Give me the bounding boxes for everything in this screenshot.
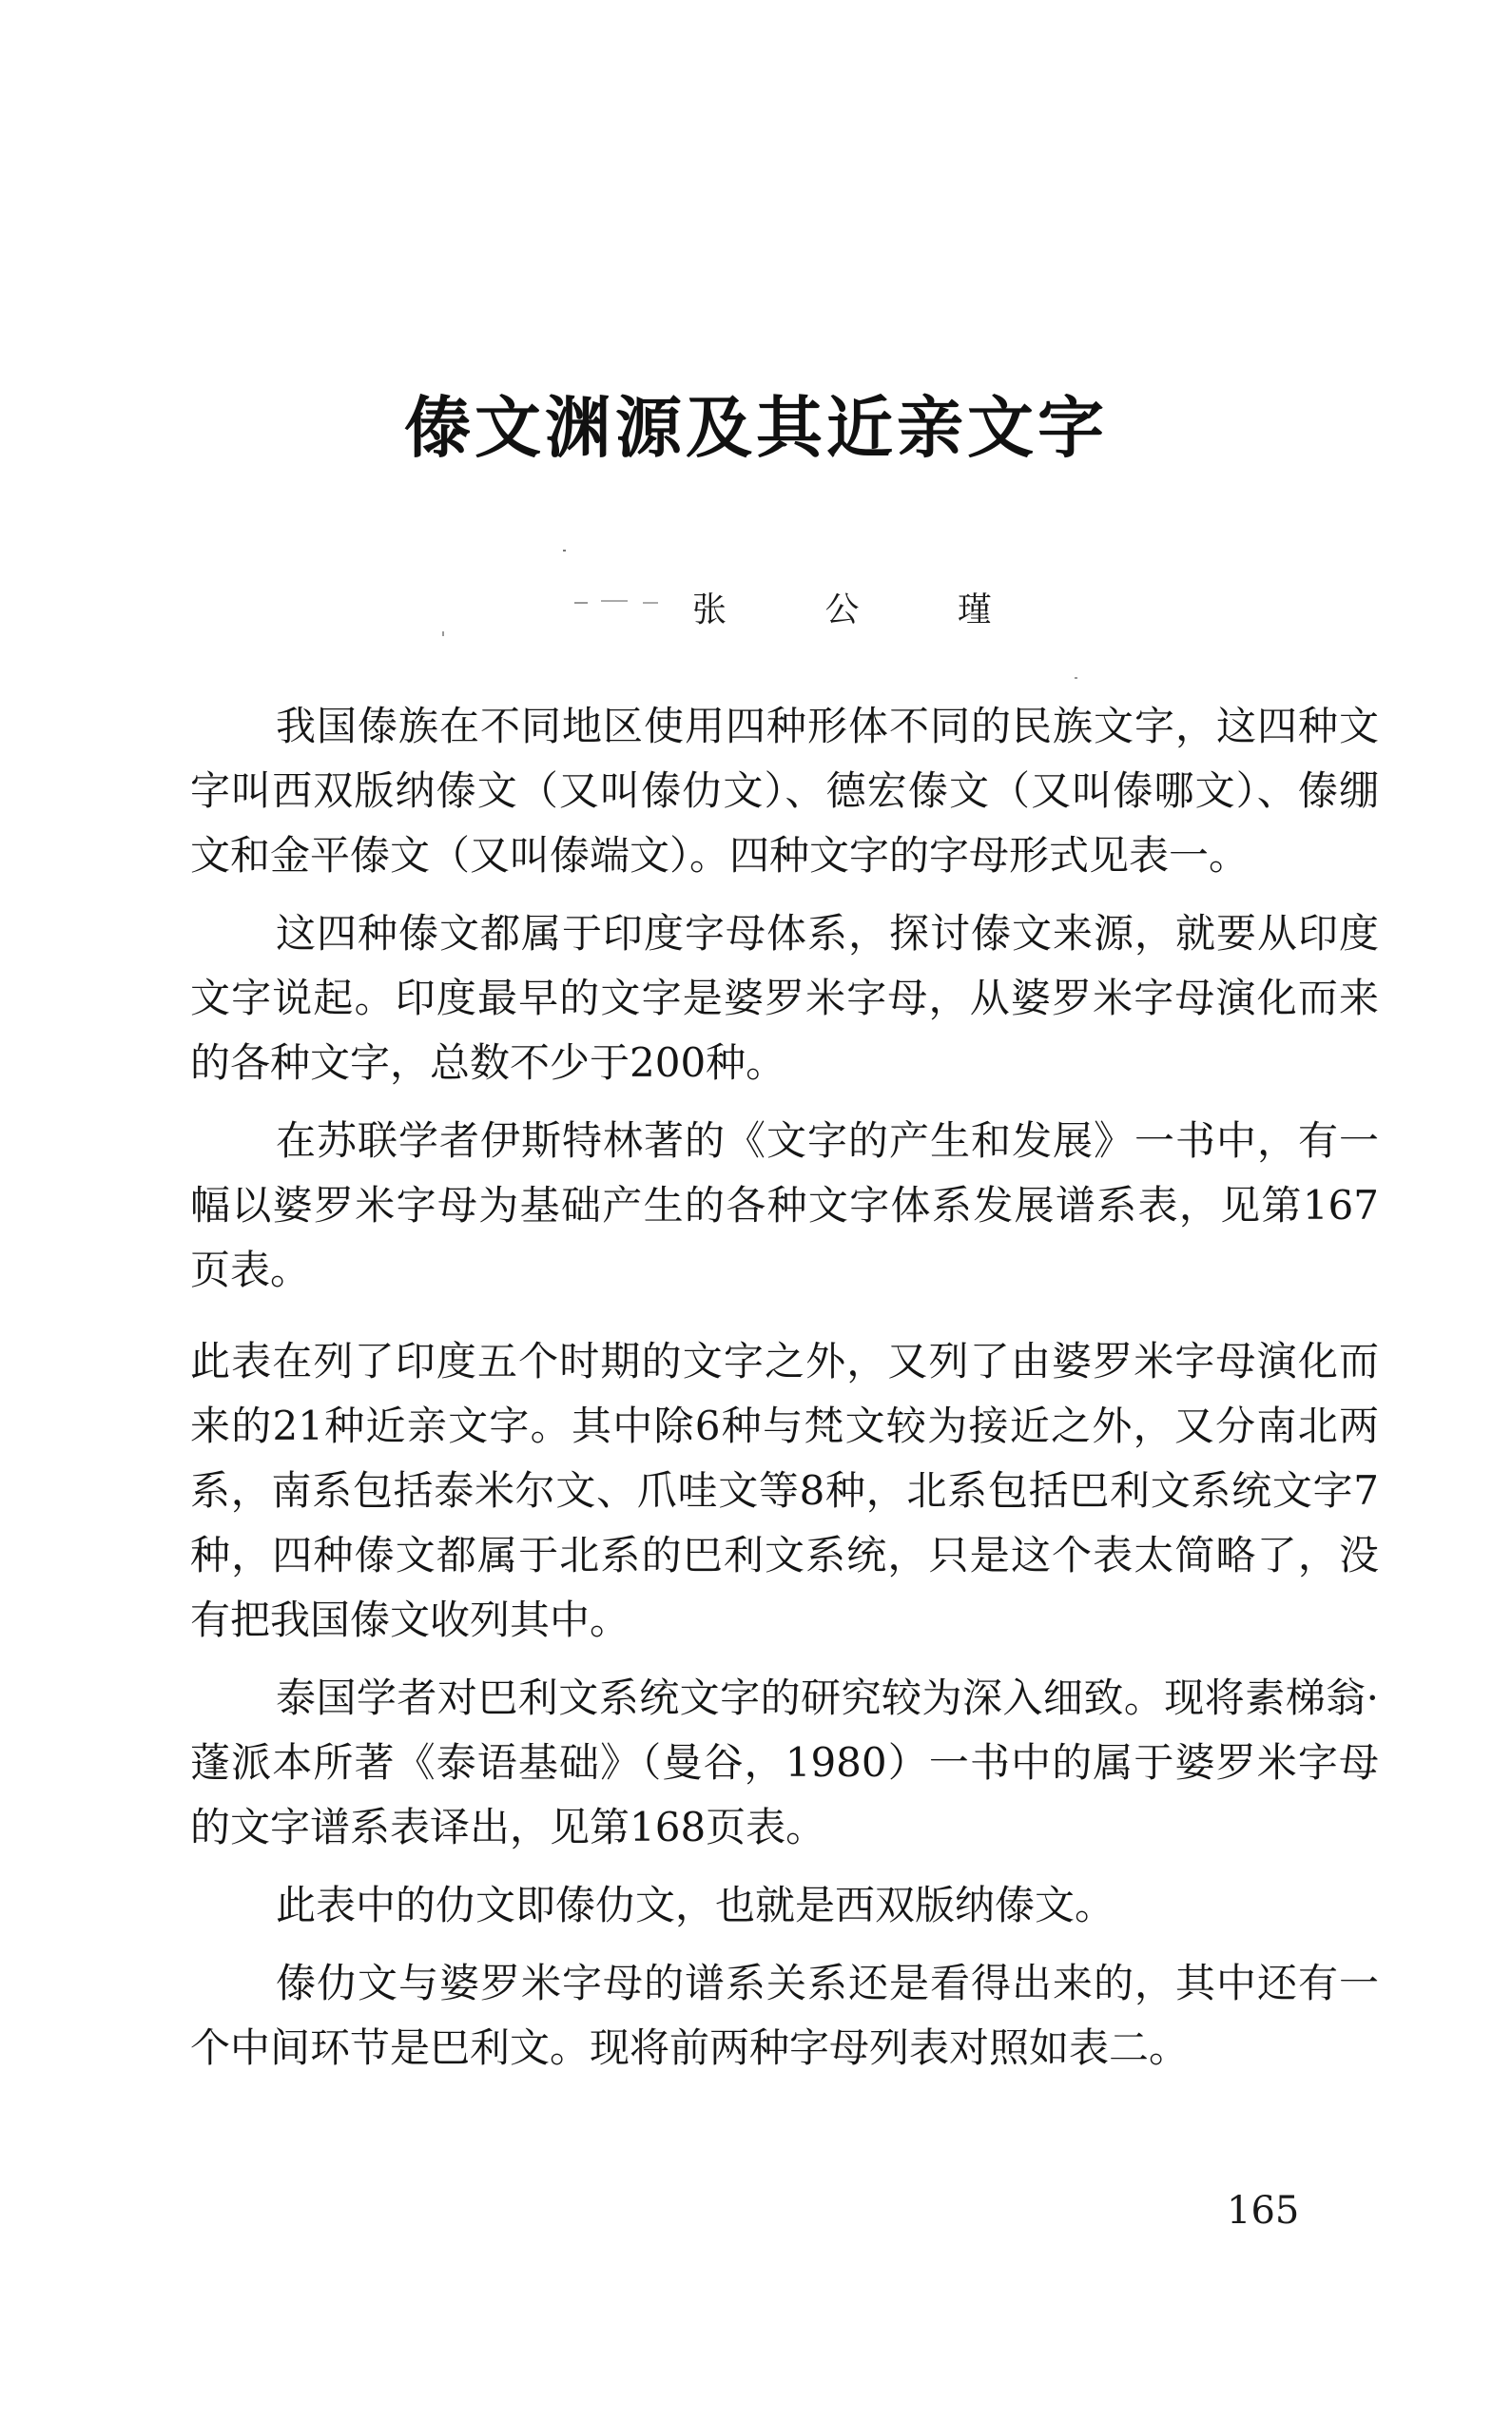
scan-speck: [563, 550, 566, 552]
body-paragraph: 此表在列了印度五个时期的文字之外，又列了由婆罗米字母演化而来的21种近亲文字。其中除6种与梵文较为接近之外，又分南北两系，南系包括泰米尔文、爪哇文等8种，北系包括巴利文系统文字7种，四种傣文都属于北系的巴利文系统，只是这个表太简略了，没有把我国傣文收列其中。: [190, 1338, 1379, 1643]
scan-speck: [601, 600, 628, 602]
article-title: 傣文渊源及其近亲文字: [404, 388, 1108, 467]
page-number: 165: [1227, 2189, 1300, 2233]
article-body: [190, 694, 1379, 2081]
body-paragraph: 在苏联学者伊斯特林著的《文字的产生和发展》一书中，有一幅以婆罗米字母为基础产生的各种文字体系发展谱系表，见第167页表。: [190, 1117, 1379, 1293]
body-paragraph: 傣仂文与婆罗米字母的谱系关系还是看得出来的，其中还有一个中间环节是巴利文。现将前两种字母列表对照如表二。: [190, 1960, 1379, 2071]
scan-speck: [1075, 677, 1077, 679]
article-author: 张 公 瑾: [692, 590, 1036, 629]
body-paragraph: 此表中的仂文即傣仂文，也就是西双版纳傣文。: [276, 1882, 1115, 1928]
body-paragraph: 这四种傣文都属于印度字母体系，探讨傣文来源，就要从印度文字说起。印度最早的文字是婆罗米字母，从婆罗米字母演化而来的各种文字，总数不少于200种。: [190, 910, 1379, 1086]
body-paragraph: 我国傣族在不同地区使用四种形体不同的民族文字，这四种文字叫西双版纳傣文（又叫傣仂文）、德宏傣文（又叫傣哪文）、傣绷文和金平傣文（又叫傣端文）。四种文字的字母形式见表一。: [190, 703, 1379, 879]
scan-speck: [574, 602, 588, 604]
scan-speck: [643, 602, 658, 604]
scan-speck: [442, 631, 444, 636]
body-paragraph: 泰国学者对巴利文系统文字的研究较为深入细致。现将素梯翁·蓬派本所著《泰语基础》（曼谷，1980）一书中的属于婆罗米字母的文字谱系表译出，见第168页表。: [190, 1675, 1379, 1850]
